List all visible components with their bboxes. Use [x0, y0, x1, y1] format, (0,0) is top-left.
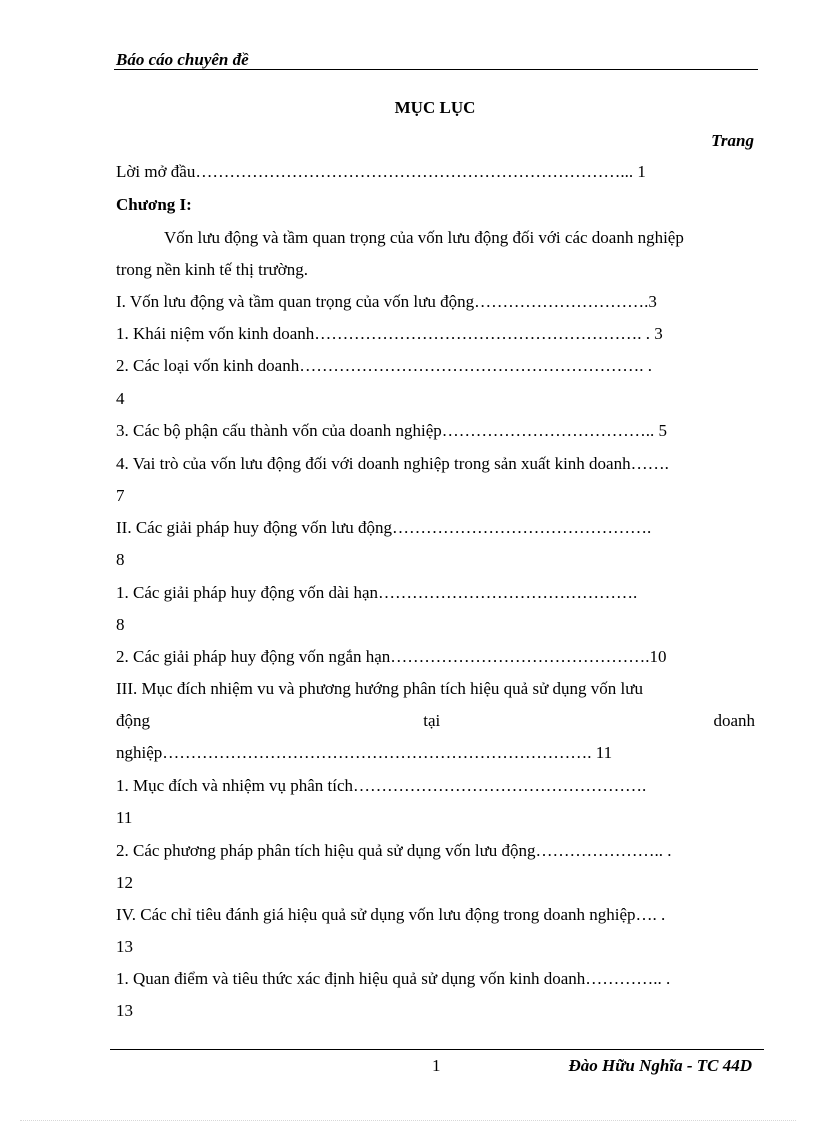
page-column-label: Trang — [711, 131, 754, 150]
toc-word: động — [116, 711, 150, 730]
chapter-heading: Chương I: — [116, 195, 192, 214]
toc-entry: 2. Các loại vốn kinh doanh……………………………………………………. . — [116, 356, 652, 375]
header-rule — [114, 69, 758, 70]
page-number: 1 — [432, 1056, 441, 1075]
page-edge-divider — [20, 1120, 796, 1121]
toc-page-number: 7 — [116, 486, 125, 505]
toc-page-number: 8 — [116, 615, 125, 634]
toc-entry: III. Mục đích nhiệm vu và phương hướng phân tích hiệu quả sử dụng vốn lưu — [116, 679, 643, 698]
toc-justified-line — [116, 710, 755, 732]
toc-entry: 1. Các giải pháp huy động vốn dài hạn………………………………………. — [116, 583, 638, 602]
toc-title: MỤC LỤC — [394, 98, 476, 117]
toc-page-number: 4 — [116, 389, 125, 408]
toc-entry: 4. Vai trò của vốn lưu động đối với doanh nghiệp trong sản xuất kinh doanh……. — [116, 454, 669, 473]
toc-entry: Lời mở đầu…………………………………………………………………... 1 — [116, 162, 646, 181]
toc-entry: II. Các giải pháp huy động vốn lưu động………………………………………. — [116, 518, 652, 537]
footer-rule — [110, 1049, 764, 1050]
toc-page-number: 13 — [116, 1001, 133, 1020]
footer-author: Đào Hữu Nghĩa - TC 44D — [568, 1056, 752, 1075]
toc-word: tại — [423, 711, 441, 730]
toc-word: doanh — [713, 711, 755, 730]
toc-entry: I. Vốn lưu động và tầm quan trọng của vốn lưu động………………………….3 — [116, 292, 657, 311]
running-header: Báo cáo chuyên đề — [116, 50, 249, 69]
chapter-title-line: Vốn lưu động và tầm quan trọng của vốn lưu động đối với các doanh nghiệp — [164, 228, 684, 247]
toc-entry: 3. Các bộ phận cấu thành vốn của doanh nghiệp……………………………….. 5 — [116, 421, 667, 440]
toc-page-number: 12 — [116, 873, 133, 892]
toc-entry: nghiệp…………………………………………………………………. 11 — [116, 743, 613, 762]
toc-page-number: 11 — [116, 808, 133, 827]
chapter-title-line: trong nền kinh tế thị trường. — [116, 260, 308, 279]
toc-entry: 1. Mục đích và nhiệm vụ phân tích……………………………………………. — [116, 776, 647, 795]
toc-entry: 2. Các phương pháp phân tích hiệu quả sử dụng vốn lưu động………………….. . — [116, 841, 672, 860]
toc-entry: IV. Các chỉ tiêu đánh giá hiệu quả sử dụng vốn lưu động trong doanh nghiệp…. . — [116, 905, 666, 924]
toc-entry: 1. Khái niệm vốn kinh doanh…………………………………………………. . 3 — [116, 324, 663, 343]
toc-page-number: 8 — [116, 550, 125, 569]
toc-page-number: 13 — [116, 937, 133, 956]
toc-entry: 1. Quan điểm và tiêu thức xác định hiệu quả sử dụng vốn kinh doanh………….. . — [116, 969, 671, 988]
toc-entry: 2. Các giải pháp huy động vốn ngắn hạn……………………………………….10 — [116, 647, 667, 666]
